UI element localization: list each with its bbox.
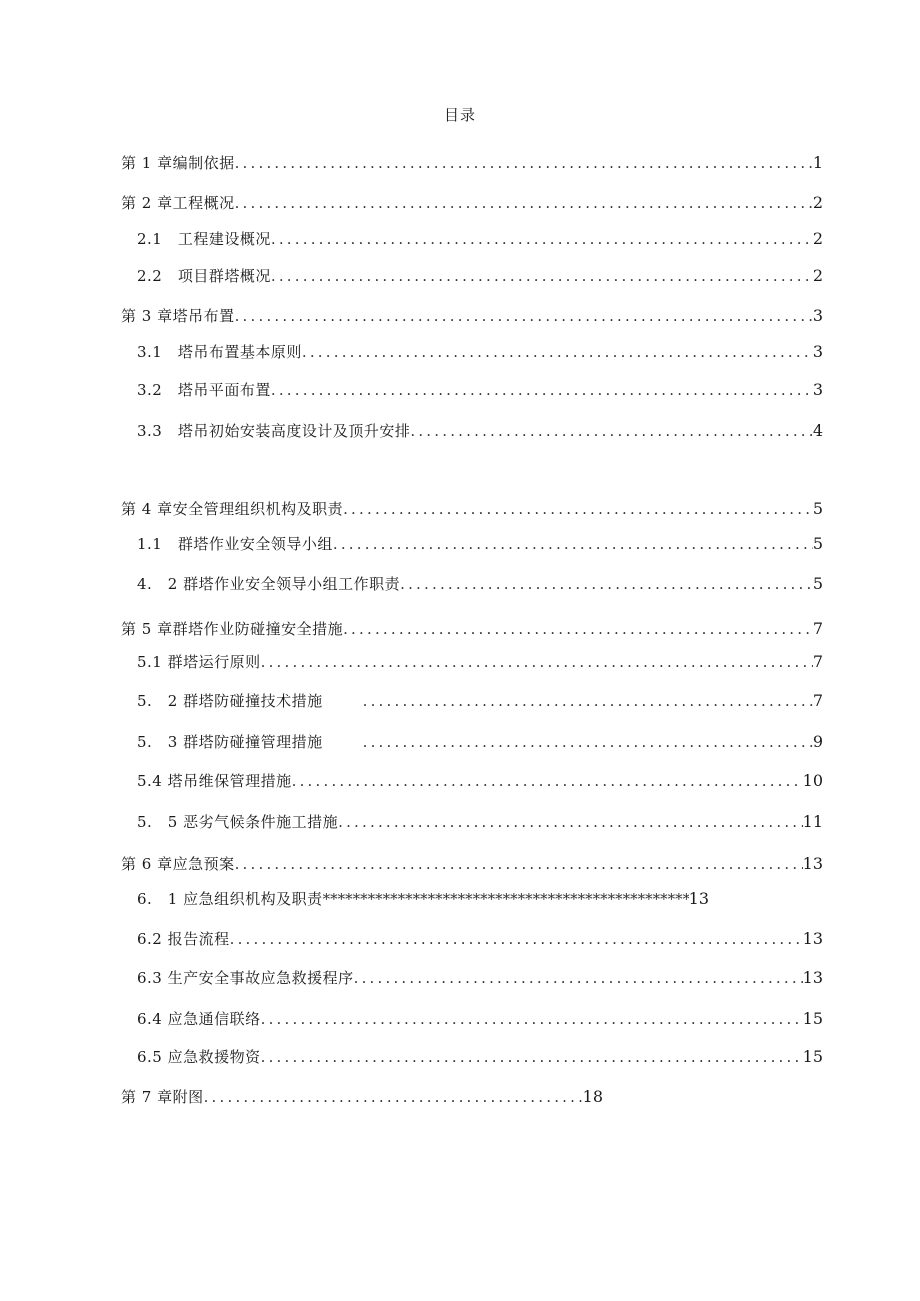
toc-entry-label: 5. 3 群塔防碰撞管理措施	[137, 733, 323, 751]
toc-entry-page: 7	[812, 619, 823, 638]
toc-entry-label: 第 5 章群塔作业防碰撞安全措施	[121, 620, 344, 638]
toc-entry-page: 2	[812, 193, 823, 212]
toc-entry-2-2[interactable]	[137, 265, 823, 287]
toc-entry-ch3[interactable]	[121, 305, 823, 327]
toc-entry-label: 3.3 塔吊初始安装高度设计及顶升安排	[137, 422, 411, 440]
toc-leader-stars	[323, 888, 689, 910]
toc-entry-label: 6.2 报告流程	[137, 930, 230, 948]
toc-entry-6-2[interactable]	[137, 928, 823, 950]
toc-entry-page: 13	[802, 968, 823, 987]
toc-entry-label: 5. 5 恶劣气候条件施工措施	[137, 813, 339, 831]
toc-entry-page: 13	[802, 929, 823, 948]
toc-entry-label: 1.1 群塔作业安全领导小组	[137, 535, 333, 553]
toc-leader-dots	[271, 265, 813, 287]
toc-entry-label: 2.2 项目群塔概况	[137, 267, 271, 285]
toc-entry-2-1[interactable]	[137, 228, 823, 250]
toc-entry-page: 3	[812, 342, 823, 361]
toc-leader-dots	[333, 533, 813, 555]
toc-entry-3-2[interactable]	[137, 379, 823, 401]
toc-leader-dots	[338, 811, 803, 833]
toc-leader-dots	[261, 1046, 803, 1068]
toc-entry-5-2[interactable]	[137, 690, 823, 712]
toc-entry-page: 3	[812, 380, 823, 399]
toc-entry-5-4[interactable]	[137, 770, 823, 792]
toc-entry-label: 第 1 章编制依据	[121, 154, 235, 172]
toc-leader-dots	[261, 1008, 803, 1030]
toc-entry-page: 11	[802, 812, 823, 831]
toc-entry-label: 3.1 塔吊布置基本原则	[137, 343, 302, 361]
toc-entry-page: 5	[812, 499, 823, 518]
toc-leader-dots	[271, 228, 813, 250]
toc-entry-page: 7	[812, 691, 823, 710]
toc-leader-dots	[400, 573, 813, 595]
toc-entry-page: 3	[812, 306, 823, 325]
toc-entry-ch2[interactable]	[121, 192, 823, 214]
toc-entry-6-5[interactable]	[137, 1046, 823, 1068]
toc-entry-label: 第 6 章应急预案	[121, 855, 235, 873]
toc-entry-label: 第 7 章附图	[121, 1088, 204, 1106]
toc-entry-label: 5.1 群塔运行原则	[137, 653, 261, 671]
toc-leader-dots	[235, 192, 813, 214]
toc-entry-3-1[interactable]	[137, 341, 823, 363]
toc-entry-label: 第 4 章安全管理组织机构及职责	[121, 500, 344, 518]
toc-entry-label: 6.3 生产安全事故应急救援程序	[137, 969, 354, 987]
toc-entry-page: 7	[812, 652, 823, 671]
toc-entry-ch5[interactable]	[121, 618, 823, 640]
toc-entry-5-3[interactable]	[137, 731, 823, 753]
toc-entry-label: 6. 1 应急组织机构及职责	[137, 890, 323, 908]
page-title: 目录	[443, 106, 476, 124]
toc-leader-dots	[204, 1086, 583, 1108]
toc-entry-5-5[interactable]	[137, 811, 823, 833]
toc-entry-label: 第 3 章塔吊布置	[121, 307, 235, 325]
toc-leader-dots	[261, 651, 813, 673]
toc-entry-page: 13	[688, 889, 709, 908]
toc-leader-dots	[230, 928, 803, 950]
toc-entry-page: 18	[582, 1087, 603, 1106]
toc-entry-3-3[interactable]	[137, 420, 823, 442]
toc-entry-ch6[interactable]	[121, 853, 823, 875]
toc-leader-dots	[363, 731, 813, 753]
toc-entry-1-1[interactable]	[137, 533, 823, 555]
toc-entry-page: 5	[812, 574, 823, 593]
toc-entry-page: 5	[812, 534, 823, 553]
toc-entry-page: 2	[812, 229, 823, 248]
toc-entry-label: 2.1 工程建设概况	[137, 230, 271, 248]
toc-entry-label: 3.2 塔吊平面布置	[137, 381, 271, 399]
toc-leader-dots	[410, 420, 812, 442]
toc-entry-label: 5. 2 群塔防碰撞技术措施	[137, 692, 323, 710]
toc-leader-dots	[271, 379, 813, 401]
toc-entry-page: 4	[812, 421, 823, 440]
toc-leader-dots	[343, 618, 813, 640]
toc-leader-dots	[363, 690, 813, 712]
toc-leader-dots	[302, 341, 813, 363]
toc-leader-dots	[235, 853, 803, 875]
toc-entry-page: 9	[812, 732, 823, 751]
toc-entry-ch4[interactable]	[121, 498, 823, 520]
toc-entry-6-1[interactable]	[137, 888, 709, 910]
toc-entry-4-2[interactable]	[137, 573, 823, 595]
toc-entry-label: 5.4 塔吊维保管理措施	[137, 772, 292, 790]
toc-leader-dots	[292, 770, 803, 792]
toc-leader-dots	[235, 152, 813, 174]
toc-entry-page: 2	[812, 266, 823, 285]
toc-entry-page: 15	[802, 1047, 823, 1066]
toc-entry-page: 1	[812, 153, 823, 172]
toc-entry-page: 10	[802, 771, 823, 790]
toc-leader-dots	[343, 498, 813, 520]
toc-entry-5-1[interactable]	[137, 651, 823, 673]
toc-leader-dots	[354, 967, 803, 989]
toc-entry-page: 15	[802, 1009, 823, 1028]
toc-entry-6-3[interactable]	[137, 967, 823, 989]
toc-entry-label: 第 2 章工程概况	[121, 194, 235, 212]
toc-entry-ch1[interactable]	[121, 152, 823, 174]
toc-entry-ch7[interactable]	[121, 1086, 603, 1108]
toc-entry-page: 13	[802, 854, 823, 873]
toc-leader-dots	[235, 305, 813, 327]
toc-entry-label: 4. 2 群塔作业安全领导小组工作职责	[137, 575, 401, 593]
toc-entry-label: 6.4 应急通信联络	[137, 1010, 261, 1028]
toc-entry-6-4[interactable]	[137, 1008, 823, 1030]
toc-entry-label: 6.5 应急救援物资	[137, 1048, 261, 1066]
